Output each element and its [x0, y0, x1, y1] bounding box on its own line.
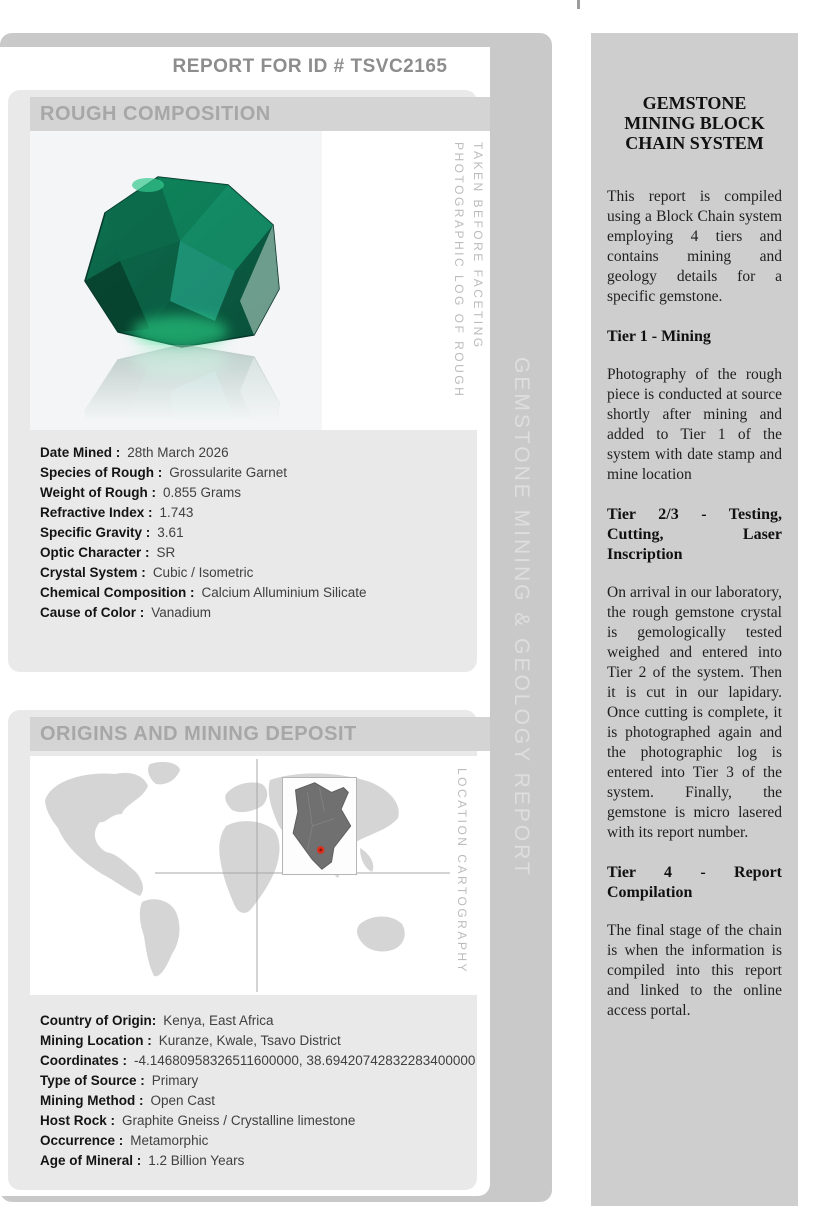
data-row	[40, 523, 480, 543]
field-label: Country of Origin:	[40, 1013, 157, 1028]
field-label: Specific Gravity :	[40, 525, 151, 540]
data-row	[40, 1111, 480, 1131]
field-label: Occurrence :	[40, 1133, 124, 1148]
rough-composition-fields	[40, 443, 480, 623]
world-map	[30, 756, 460, 995]
data-row	[40, 543, 480, 563]
gemstone-illustration	[30, 131, 322, 430]
field-label: Species of Rough :	[40, 465, 163, 480]
map-caption-line: LOCATION CARTOGRAPHY	[455, 768, 469, 975]
field-value: Open Cast	[150, 1093, 216, 1108]
data-row	[40, 483, 480, 503]
field-label: Refractive Index :	[40, 505, 153, 520]
field-value: Cubic / Isometric	[152, 565, 254, 580]
field-label: Type of Source :	[40, 1073, 145, 1088]
kenya-shape	[283, 778, 356, 874]
field-label: Age of Mineral :	[40, 1153, 142, 1168]
tier-heading: Tier 2/3 - Testing, Cutting, Laser Inscription	[607, 506, 782, 563]
tier-heading: Tier 1 - Mining	[607, 328, 711, 345]
field-label: Optic Character :	[40, 545, 150, 560]
data-row	[40, 443, 480, 463]
field-value: 1.2 Billion Years	[148, 1153, 245, 1168]
tier-body: The final stage of the chain is when the information is compiled into this report and linked to the online access portal.	[607, 922, 782, 1019]
rough-composition-title: ROUGH COMPOSITION	[40, 102, 271, 125]
data-row	[40, 1151, 480, 1171]
tier-block	[607, 327, 782, 485]
field-value: 28th March 2026	[127, 445, 229, 460]
field-label: Mining Location :	[40, 1033, 152, 1048]
tier-block	[607, 863, 782, 1021]
field-label: Date Mined :	[40, 445, 121, 460]
data-row	[40, 1031, 480, 1051]
data-row	[40, 1091, 480, 1111]
report-id-title: REPORT FOR ID # TSVC2165	[172, 56, 448, 77]
tier-blocks	[607, 327, 782, 1021]
field-value: 3.61	[157, 525, 184, 540]
blockchain-info-panel	[591, 33, 798, 1206]
map-caption	[452, 768, 471, 993]
field-label: Host Rock :	[40, 1113, 116, 1128]
photo-caption	[449, 142, 487, 432]
photo-caption-line1: PHOTOGRAPHIC LOG OF ROUGH	[452, 142, 466, 399]
data-row	[40, 583, 480, 603]
data-row	[40, 503, 480, 523]
top-edge-tick	[577, 0, 580, 9]
data-row	[40, 463, 480, 483]
kenya-inset-map	[282, 777, 357, 875]
tier-body: Photography of the rough piece is conducted at source shortly after mining and added to Tier 1 of the system with date stamp and mine location	[607, 366, 782, 483]
field-label: Weight of Rough :	[40, 485, 156, 500]
info-panel-heading: GEMSTONE MINING BLOCK CHAIN SYSTEM	[624, 93, 765, 153]
field-label: Cause of Color :	[40, 605, 145, 620]
data-row	[40, 563, 480, 583]
report-side-strip	[490, 33, 552, 1202]
field-label: Crystal System :	[40, 565, 146, 580]
origins-fields	[40, 1011, 480, 1171]
field-value: 1.743	[159, 505, 194, 520]
field-value: Primary	[151, 1073, 199, 1088]
field-value: Grossularite Garnet	[169, 465, 288, 480]
field-label: Coordinates :	[40, 1053, 128, 1068]
data-row	[40, 1011, 480, 1031]
data-row	[40, 1071, 480, 1091]
data-row	[40, 1051, 480, 1071]
tier-body: On arrival in our laboratory, the rough gemstone crystal is gemologically tested weighed and entered into Tier 2 of the system. Then it is cut in our lapidary. Once cutting is complete, it is photographed again and the photographic log is entered into Tier 3 of the system. Finally, the gemstone is micro lasered with its report number.	[607, 584, 782, 841]
tier-heading: Tier 4 - Report Compilation	[607, 864, 782, 901]
side-strip-label: GEMSTONE MINING & GEOLOGY REPORT	[510, 357, 533, 878]
rough-gemstone-photo	[30, 131, 322, 430]
data-row	[40, 1131, 480, 1151]
field-value: Metamorphic	[130, 1133, 209, 1148]
origins-header	[30, 717, 490, 751]
rough-composition-header	[30, 97, 490, 131]
data-row	[40, 603, 480, 623]
field-label: Mining Method :	[40, 1093, 144, 1108]
tier-block	[607, 505, 782, 843]
info-panel-intro: This report is compiled using a Block Chain system employing 4 tiers and contains mining and geology details for a specific gemstone.	[607, 188, 782, 305]
field-label: Chemical Composition :	[40, 585, 195, 600]
field-value: Calcium Alluminium Silicate	[201, 585, 367, 600]
field-value: Vanadium	[151, 605, 212, 620]
field-value: Kenya, East Africa	[163, 1013, 274, 1028]
field-value: SR	[156, 545, 176, 560]
field-value: -4.14680958326511600000, 38.69420742832283400000	[134, 1053, 476, 1068]
photo-caption-line2: TAKEN BEFORE FACETING	[471, 142, 485, 350]
field-value: Graphite Gneiss / Crystalline limestone	[122, 1113, 356, 1128]
field-value: Kuranze, Kwale, Tsavo District	[158, 1033, 341, 1048]
origins-title: ORIGINS AND MINING DEPOSIT	[40, 722, 357, 745]
field-value: 0.855 Grams	[162, 485, 242, 500]
